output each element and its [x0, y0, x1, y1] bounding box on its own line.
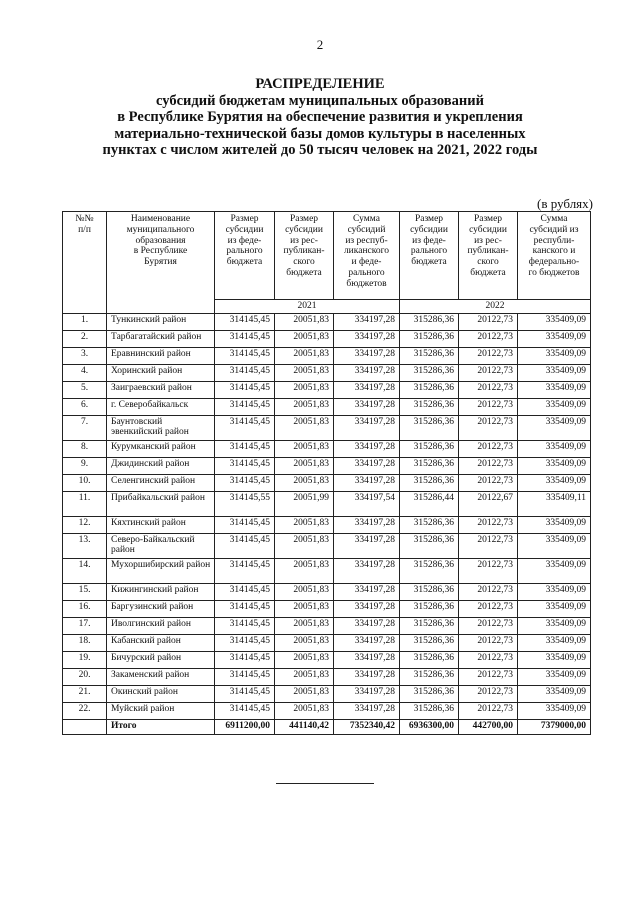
rep-2022-value: 20122,73 — [459, 617, 518, 634]
rep-2021-value: 20051,83 — [275, 583, 334, 600]
sum-2021-value: 334197,28 — [334, 651, 400, 668]
header-line: субсидии — [410, 224, 448, 235]
row-number: 19. — [63, 651, 107, 668]
table-row — [63, 474, 591, 491]
rep-2021-value: 20051,83 — [275, 651, 334, 668]
fed-2022-value: 315286,36 — [400, 617, 459, 634]
signature-divider — [276, 783, 374, 784]
total-sum-2022: 7379000,00 — [518, 719, 591, 734]
rep-2021-value: 20051,83 — [275, 364, 334, 381]
row-number: 20. — [63, 668, 107, 685]
header-line: бюджета — [286, 267, 322, 278]
fed-2022-value: 315286,36 — [400, 685, 459, 702]
row-number: 11. — [63, 491, 107, 516]
rep-2022-value: 20122,73 — [459, 313, 518, 330]
sum-2021-value: 334197,28 — [334, 398, 400, 415]
rep-2021-value: 20051,99 — [275, 491, 334, 516]
sum-2022-value: 335409,09 — [518, 668, 591, 685]
header-line: бюджета — [470, 267, 506, 278]
row-number: 22. — [63, 702, 107, 719]
sum-2021-value: 334197,28 — [334, 634, 400, 651]
fed-2022-value: 315286,36 — [400, 381, 459, 398]
header-line: Размер — [414, 214, 444, 224]
rep-2021-value: 20051,83 — [275, 457, 334, 474]
sum-2022-value: 335409,09 — [518, 617, 591, 634]
table-row — [63, 533, 591, 558]
rep-2021-value: 20051,83 — [275, 415, 334, 440]
fed-2022-value: 315286,36 — [400, 634, 459, 651]
header-line: бюджетов — [346, 278, 387, 289]
table-row — [63, 702, 591, 719]
total-sum-2021: 7352340,42 — [334, 719, 400, 734]
row-number: 13. — [63, 533, 107, 558]
header-rep-2022 — [459, 212, 518, 300]
rep-2022-value: 20122,73 — [459, 558, 518, 583]
header-line: Наименование — [130, 214, 191, 224]
rep-2022-value: 20122,73 — [459, 702, 518, 719]
fed-2022-value: 315286,36 — [400, 398, 459, 415]
table-row — [63, 364, 591, 381]
subsidy-table — [62, 211, 591, 735]
sum-2022-value: 335409,09 — [518, 457, 591, 474]
header-line: Размер — [289, 214, 319, 224]
municipality-name: Кабанский район — [107, 634, 215, 651]
title-line: субсидий бюджетам муниципальных образований — [156, 92, 484, 109]
fed-2022-value: 315286,36 — [400, 474, 459, 491]
table-row — [63, 347, 591, 364]
sum-2021-value: 334197,28 — [334, 381, 400, 398]
row-number: 8. — [63, 440, 107, 457]
header-fed-2022 — [400, 212, 459, 300]
municipality-name: Кяхтинский район — [107, 516, 215, 533]
row-number: 10. — [63, 474, 107, 491]
fed-2022-value: 315286,36 — [400, 702, 459, 719]
row-number: 5. — [63, 381, 107, 398]
fed-2021-value: 314145,45 — [215, 330, 275, 347]
rep-2021-value: 20051,83 — [275, 634, 334, 651]
sum-2021-value: 334197,28 — [334, 558, 400, 583]
year-2021: 2021 — [215, 300, 400, 314]
row-number: 7. — [63, 415, 107, 440]
header-line: Размер — [230, 214, 259, 224]
sum-2022-value: 335409,09 — [518, 634, 591, 651]
rep-2021-value: 20051,83 — [275, 398, 334, 415]
sum-2021-value: 334197,28 — [334, 313, 400, 330]
rep-2022-value: 20122,73 — [459, 440, 518, 457]
rep-2022-value: 20122,73 — [459, 533, 518, 558]
title-line: пунктах с числом жителей до 50 тысяч человек на 2021, 2022 годы — [102, 142, 538, 158]
header-line: го бюджетов — [528, 267, 580, 278]
sum-2021-value: 334197,28 — [334, 668, 400, 685]
sum-2022-value: 335409,09 — [518, 516, 591, 533]
total-rep-2021: 441140,42 — [275, 719, 334, 734]
municipality-name: Еравнинский район — [107, 347, 215, 364]
header-line: канского и — [532, 246, 576, 257]
sum-2021-value: 334197,28 — [334, 330, 400, 347]
rep-2022-value: 20122,73 — [459, 651, 518, 668]
fed-2021-value: 314145,45 — [215, 634, 275, 651]
rep-2022-value: 20122,73 — [459, 516, 518, 533]
sum-2021-value: 334197,28 — [334, 600, 400, 617]
rep-2021-value: 20051,83 — [275, 617, 334, 634]
row-number: 18. — [63, 634, 107, 651]
municipality-name: Мухоршибирский район — [107, 558, 215, 583]
header-num — [63, 212, 107, 314]
year-2022: 2022 — [400, 300, 591, 314]
header-line: в Республике — [133, 246, 188, 257]
table-row — [63, 491, 591, 516]
municipality-name: Северо-Байкальский район — [107, 533, 215, 558]
row-number: 3. — [63, 347, 107, 364]
table-row — [63, 313, 591, 330]
sum-2022-value: 335409,09 — [518, 398, 591, 415]
header-line: субсидии — [225, 224, 264, 235]
fed-2022-value: 315286,36 — [400, 668, 459, 685]
table-row — [63, 381, 591, 398]
sum-2022-value: 335409,09 — [518, 600, 591, 617]
sum-2022-value: 335409,09 — [518, 558, 591, 583]
fed-2022-value: 315286,36 — [400, 313, 459, 330]
rep-2022-value: 20122,73 — [459, 347, 518, 364]
total-row — [63, 719, 591, 734]
table-row — [63, 583, 591, 600]
header-line: №№ — [75, 214, 94, 224]
table-row — [63, 330, 591, 347]
header-line: из рес- — [474, 235, 502, 246]
header-line: федерально- — [528, 257, 580, 268]
sum-2021-value: 334197,28 — [334, 685, 400, 702]
header-line: п/п — [78, 224, 91, 235]
sum-2021-value: 334197,28 — [334, 457, 400, 474]
table-row — [63, 398, 591, 415]
fed-2021-value: 314145,45 — [215, 474, 275, 491]
fed-2021-value: 314145,45 — [215, 617, 275, 634]
sum-2022-value: 335409,09 — [518, 381, 591, 398]
fed-2022-value: 315286,36 — [400, 440, 459, 457]
fed-2021-value: 314145,45 — [215, 600, 275, 617]
row-number: 4. — [63, 364, 107, 381]
title-line: в Республике Бурятия на обеспечение развития и укрепления — [117, 109, 523, 125]
rep-2022-value: 20122,67 — [459, 491, 518, 516]
table-row — [63, 668, 591, 685]
fed-2022-value: 315286,36 — [400, 533, 459, 558]
fed-2021-value: 314145,45 — [215, 381, 275, 398]
row-number: 1. — [63, 313, 107, 330]
municipality-name: Баргузинский район — [107, 600, 215, 617]
municipality-name: Курумканский район — [107, 440, 215, 457]
header-line: ского — [293, 257, 315, 268]
table-row — [63, 415, 591, 440]
rep-2022-value: 20122,73 — [459, 457, 518, 474]
rep-2022-value: 20122,73 — [459, 685, 518, 702]
sum-2021-value: 334197,28 — [334, 617, 400, 634]
fed-2022-value: 315286,36 — [400, 516, 459, 533]
rep-2022-value: 20122,73 — [459, 364, 518, 381]
fed-2021-value: 314145,45 — [215, 415, 275, 440]
header-line: Бурятия — [144, 257, 177, 268]
fed-2021-value: 314145,45 — [215, 533, 275, 558]
fed-2021-value: 314145,45 — [215, 583, 275, 600]
sum-2021-value: 334197,28 — [334, 702, 400, 719]
municipality-name: Бичурский район — [107, 651, 215, 668]
table-row — [63, 457, 591, 474]
rep-2021-value: 20051,83 — [275, 381, 334, 398]
header-line: бюджета — [411, 257, 447, 268]
header-line: из феде- — [227, 235, 262, 246]
fed-2022-value: 315286,36 — [400, 415, 459, 440]
fed-2022-value: 315286,36 — [400, 600, 459, 617]
total-fed-2021: 6911200,00 — [215, 719, 275, 734]
rep-2022-value: 20122,73 — [459, 668, 518, 685]
rep-2021-value: 20051,83 — [275, 313, 334, 330]
sum-2022-value: 335409,09 — [518, 651, 591, 668]
fed-2021-value: 314145,45 — [215, 347, 275, 364]
fed-2021-value: 314145,45 — [215, 313, 275, 330]
sum-2021-value: 334197,28 — [334, 440, 400, 457]
municipality-name: Закаменский район — [107, 668, 215, 685]
rep-2021-value: 20051,83 — [275, 330, 334, 347]
rep-2021-value: 20051,83 — [275, 474, 334, 491]
table-row — [63, 516, 591, 533]
fed-2022-value: 315286,36 — [400, 457, 459, 474]
fed-2021-value: 314145,45 — [215, 558, 275, 583]
header-line: ского — [477, 257, 499, 268]
table-row — [63, 600, 591, 617]
sum-2021-value: 334197,28 — [334, 516, 400, 533]
row-number: 15. — [63, 583, 107, 600]
header-line: субсидии — [469, 224, 507, 235]
row-number: 16. — [63, 600, 107, 617]
municipality-name: Прибайкальский район — [107, 491, 215, 516]
municipality-name: Кижингинский район — [107, 583, 215, 600]
fed-2021-value: 314145,45 — [215, 440, 275, 457]
municipality-name: Селенгинский район — [107, 474, 215, 491]
sum-2021-value: 334197,28 — [334, 364, 400, 381]
fed-2022-value: 315286,36 — [400, 583, 459, 600]
municipality-name: Тарбагатайский район — [107, 330, 215, 347]
row-number: 9. — [63, 457, 107, 474]
fed-2022-value: 315286,36 — [400, 330, 459, 347]
rep-2021-value: 20051,83 — [275, 702, 334, 719]
municipality-name: Муйский район — [107, 702, 215, 719]
sum-2022-value: 335409,09 — [518, 415, 591, 440]
header-line: рального — [348, 267, 385, 278]
rep-2021-value: 20051,83 — [275, 440, 334, 457]
row-number: 17. — [63, 617, 107, 634]
rep-2021-value: 20051,83 — [275, 533, 334, 558]
municipality-name: Джидинский район — [107, 457, 215, 474]
fed-2021-value: 314145,45 — [215, 668, 275, 685]
total-num — [63, 719, 107, 734]
rep-2021-value: 20051,83 — [275, 685, 334, 702]
header-line: муниципального — [126, 224, 195, 235]
header-line: и феде- — [351, 257, 382, 268]
rep-2021-value: 20051,83 — [275, 516, 334, 533]
sum-2021-value: 334197,28 — [334, 583, 400, 600]
fed-2022-value: 315286,36 — [400, 651, 459, 668]
table-row — [63, 634, 591, 651]
rep-2022-value: 20122,73 — [459, 634, 518, 651]
header-fed-2021 — [215, 212, 275, 300]
total-rep-2022: 442700,00 — [459, 719, 518, 734]
sum-2022-value: 335409,09 — [518, 330, 591, 347]
title-line: РАСПРЕДЕЛЕНИЕ — [255, 76, 385, 92]
header-line: субсидий — [347, 224, 386, 235]
fed-2022-value: 315286,36 — [400, 347, 459, 364]
header-sum-2022 — [518, 212, 591, 300]
total-label: Итого — [107, 719, 215, 734]
fed-2021-value: 314145,55 — [215, 491, 275, 516]
table-row — [63, 440, 591, 457]
municipality-name: Окинский район — [107, 685, 215, 702]
rep-2022-value: 20122,73 — [459, 415, 518, 440]
header-line: субсидий из — [529, 224, 579, 235]
fed-2022-value: 315286,44 — [400, 491, 459, 516]
sum-2022-value: 335409,09 — [518, 533, 591, 558]
row-number: 21. — [63, 685, 107, 702]
header-line: из рес- — [290, 235, 318, 246]
table-row — [63, 685, 591, 702]
fed-2022-value: 315286,36 — [400, 364, 459, 381]
row-number: 6. — [63, 398, 107, 415]
document-title — [60, 76, 580, 159]
page-number: 2 — [316, 37, 324, 52]
municipality-name: Заиграевский район — [107, 381, 215, 398]
sum-2022-value: 335409,09 — [518, 364, 591, 381]
sum-2022-value: 335409,09 — [518, 313, 591, 330]
rep-2022-value: 20122,73 — [459, 330, 518, 347]
header-line: рального — [226, 246, 263, 257]
fed-2022-value: 315286,36 — [400, 558, 459, 583]
header-line: Сумма — [540, 214, 568, 224]
rep-2021-value: 20051,83 — [275, 668, 334, 685]
header-line: публикан- — [467, 246, 509, 257]
sum-2021-value: 334197,28 — [334, 415, 400, 440]
fed-2021-value: 314145,45 — [215, 398, 275, 415]
header-line: рального — [410, 246, 448, 257]
rep-2022-value: 20122,73 — [459, 583, 518, 600]
header-line: субсидии — [285, 224, 323, 235]
fed-2021-value: 314145,45 — [215, 457, 275, 474]
unit-note: (в рублях) — [537, 196, 593, 211]
sum-2022-value: 335409,09 — [518, 474, 591, 491]
rep-2021-value: 20051,83 — [275, 600, 334, 617]
header-rep-2021 — [275, 212, 334, 300]
sum-2022-value: 335409,09 — [518, 702, 591, 719]
header-line: из респуб- — [345, 235, 388, 246]
municipality-name: Иволгинский район — [107, 617, 215, 634]
fed-2021-value: 314145,45 — [215, 516, 275, 533]
sum-2021-value: 334197,54 — [334, 491, 400, 516]
fed-2021-value: 314145,45 — [215, 685, 275, 702]
total-fed-2022: 6936300,00 — [400, 719, 459, 734]
sum-2022-value: 335409,09 — [518, 347, 591, 364]
header-name — [107, 212, 215, 314]
row-number: 2. — [63, 330, 107, 347]
rep-2021-value: 20051,83 — [275, 347, 334, 364]
municipality-name: г. Северобайкальск — [107, 398, 215, 415]
sum-2022-value: 335409,09 — [518, 583, 591, 600]
header-line: публикан- — [283, 246, 325, 257]
header-line: Сумма — [353, 214, 380, 224]
table-header-row — [63, 212, 591, 300]
fed-2021-value: 314145,45 — [215, 702, 275, 719]
sum-2022-value: 335409,09 — [518, 685, 591, 702]
sum-2021-value: 334197,28 — [334, 533, 400, 558]
row-number: 12. — [63, 516, 107, 533]
table-row — [63, 617, 591, 634]
rep-2022-value: 20122,73 — [459, 474, 518, 491]
title-line: материально-технической базы домов культуры в населенных — [114, 125, 526, 142]
row-number: 14. — [63, 558, 107, 583]
header-line: Размер — [473, 214, 503, 224]
header-line: бюджета — [226, 257, 263, 268]
header-line: ликанского — [343, 246, 390, 257]
header-sum-2021 — [334, 212, 400, 300]
table-row — [63, 558, 591, 583]
rep-2022-value: 20122,73 — [459, 600, 518, 617]
rep-2022-value: 20122,73 — [459, 381, 518, 398]
municipality-name: Баунтовский эвенкийский район — [107, 415, 215, 440]
table-row — [63, 651, 591, 668]
header-line: республи- — [533, 235, 575, 246]
header-line: образования — [135, 235, 186, 246]
municipality-name: Хоринский район — [107, 364, 215, 381]
sum-2021-value: 334197,28 — [334, 347, 400, 364]
sum-2022-value: 335409,11 — [518, 491, 591, 516]
municipality-name: Тункинский район — [107, 313, 215, 330]
sum-2022-value: 335409,09 — [518, 440, 591, 457]
sum-2021-value: 334197,28 — [334, 474, 400, 491]
rep-2021-value: 20051,83 — [275, 558, 334, 583]
fed-2021-value: 314145,45 — [215, 364, 275, 381]
rep-2022-value: 20122,73 — [459, 398, 518, 415]
header-line: из феде- — [412, 235, 446, 246]
fed-2021-value: 314145,45 — [215, 651, 275, 668]
